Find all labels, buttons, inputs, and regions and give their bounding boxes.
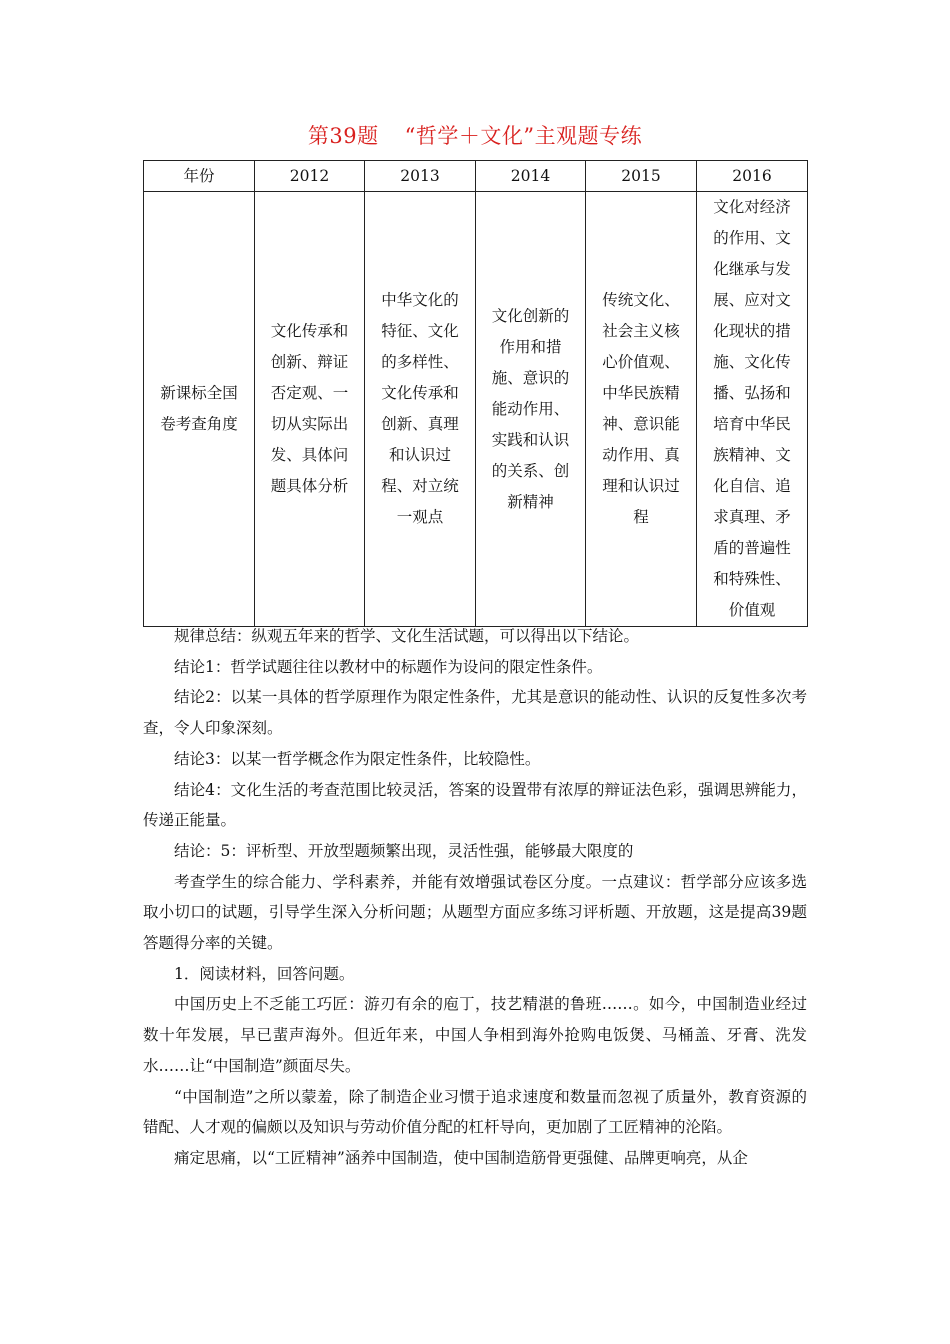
- conclusion-2: 结论2：以某一具体的哲学原理作为限定性条件，尤其是意识的能动性、认识的反复性多次考查，令人印象深刻。: [143, 688, 807, 738]
- header-year: 年份: [144, 161, 255, 192]
- row-label: 新课标全国卷考查角度: [144, 192, 255, 627]
- cell-2015: 传统文化、社会主义核心价值观、中华民族精神、意识能动作用、真理和认识过程: [586, 192, 697, 627]
- header-2014: 2014: [476, 161, 586, 192]
- table-row: [144, 192, 808, 627]
- exam-summary-table: [143, 160, 808, 627]
- table-header-row: [144, 161, 808, 192]
- cell-2012: 文化传承和创新、辩证否定观、一切从实际出发、具体问题具体分析: [255, 192, 365, 627]
- cell-2013: 中华文化的特征、文化的多样性、文化传承和创新、真理和认识过程、对立统一观点: [365, 192, 476, 627]
- cell-2014: 文化创新的作用和措施、意识的能动作用、实践和认识的关系、创新精神: [476, 192, 586, 627]
- suggestion-paragraph: 考查学生的综合能力、学科素养，并能有效增强试卷区分度。一点建议：哲学部分应该多选取小切口的试题，引导学生深入分析问题；从题型方面应多练习评析题、开放题，这是提高39题答题得分率的关键。: [143, 872, 807, 953]
- conclusion-3: 结论3：以某一哲学概念作为限定性条件，比较隐性。: [174, 749, 541, 768]
- title-topic: “哲学＋文化”主观题专练: [404, 124, 643, 148]
- summary-intro: 规律总结：纵观五年来的哲学、文化生活试题，可以得出以下结论。: [174, 627, 640, 645]
- body-text: [143, 621, 807, 1174]
- header-2012: 2012: [255, 161, 365, 192]
- page-title: [0, 120, 950, 150]
- title-question-number: 第39题: [307, 124, 379, 148]
- question-1-prompt: 1．阅读材料，回答问题。: [174, 964, 355, 983]
- conclusion-4: 结论4：文化生活的考查范围比较灵活，答案的设置带有浓厚的辩证法色彩，强调思辨能力，传递正能量。: [143, 780, 807, 830]
- header-2015: 2015: [586, 161, 697, 192]
- material-paragraph-2: “中国制造”之所以蒙羞，除了制造企业习惯于追求速度和数量而忽视了质量外，教育资源的错配、人才观的偏颇以及知识与劳动价值分配的杠杆导向，更加剧了工匠精神的沦陷。: [143, 1087, 807, 1137]
- header-2013: 2013: [365, 161, 476, 192]
- cell-2016: 文化对经济的作用、文化继承与发展、应对文化现状的措施、文化传播、弘扬和培育中华民族精神、文化自信、追求真理、矛盾的普遍性和特殊性、价值观: [697, 192, 808, 627]
- material-paragraph-1: 中国历史上不乏能工巧匠：游刃有余的庖丁，技艺精湛的鲁班……。如今，中国制造业经过数十年发展，早已蜚声海外。但近年来，中国人争相到海外抢购电饭煲、马桶盖、牙膏、洗发水……让“中国制造”颜面尽失。: [143, 995, 807, 1075]
- conclusion-1: 结论1：哲学试题往往以教材中的标题作为设问的限定性条件。: [174, 657, 603, 676]
- material-paragraph-3: 痛定思痛，以“工匠精神”涵养中国制造，使中国制造筋骨更强健、品牌更响亮，从企: [174, 1148, 748, 1167]
- header-2016: 2016: [697, 161, 808, 192]
- conclusion-5: 结论：5：评析型、开放型题频繁出现，灵活性强，能够最大限度的: [174, 841, 634, 860]
